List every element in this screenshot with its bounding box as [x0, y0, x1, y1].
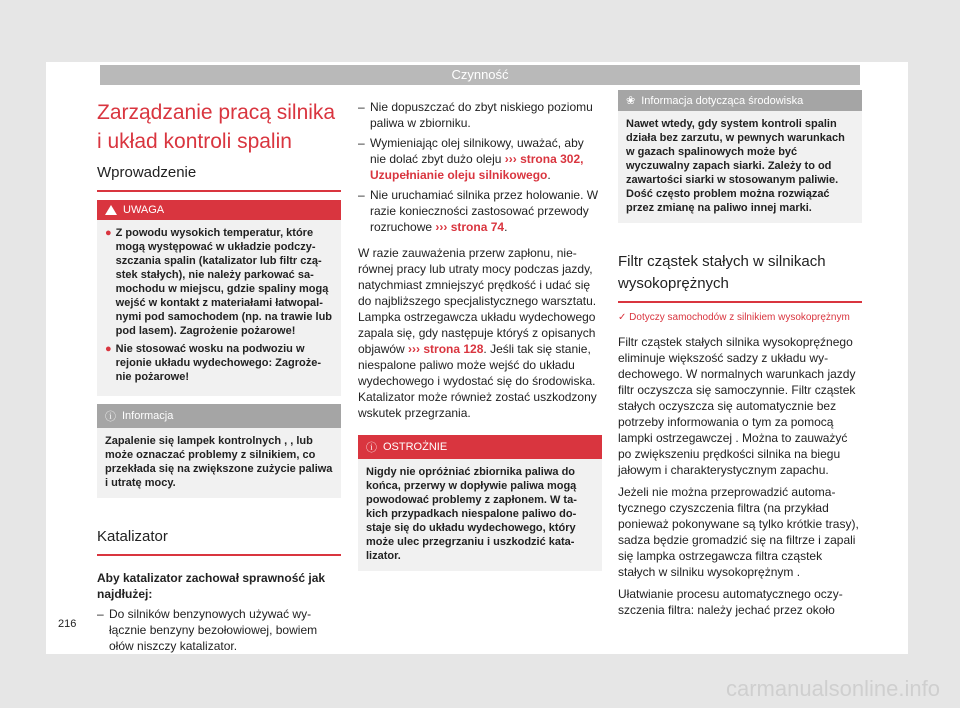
warning-icon: [105, 205, 117, 215]
misfire-paragraph: W razie zauważenia przerw zapłonu, nierównej pracy lub utraty mocy podczas jazdy, natychmiast zmniejszyć prędkość i udać się do najbliższego specjalistycznego warsztatu. Lampka ostrzegawcza układu wydechowego zapala się, gdy następuje któryś z opisanych objawów ››› strona 128. Jeśli tak się stanie, niespalone paliwo może wejść do układu wydechowego i wydostać się do środowiska. Katalizator może również zostać uszkodzony wskutek przegrzania.: [358, 246, 597, 420]
info-label: Informacja: [122, 410, 174, 422]
page-number: 216: [58, 618, 77, 630]
list-item: – Nie dopuszczać do zbyt niskiego poziomu paliwa w zbiorniku.: [358, 99, 602, 131]
list-item: – Wymieniając olej silnikowy, uważać, aby nie dolać zbyt dużo oleju ››› strona 302, Uzupełnianie oleju silnikowego.: [358, 136, 584, 182]
katalizator-heading: Katalizator: [97, 528, 168, 545]
info-body: Zapalenie się lampek kontrolnych , , lub może oznaczać problemy z silnikiem, co przekłada się na zwiększone zużycie paliwa i utratę mocy.: [105, 435, 333, 489]
dpf-paragraph-3: Ułatwianie procesu automatycznego oczyszczenia filtra: należy jechać przez około: [618, 587, 843, 617]
caution-header: [358, 435, 602, 459]
caution-icon: ⓘ: [366, 442, 377, 454]
env-label: Informacja dotycząca środowiska: [641, 94, 804, 107]
bullet-icon: ●: [105, 227, 112, 239]
applies-note: ✓ Dotyczy samochodów z silnikiem wysokoprężnym: [618, 312, 850, 323]
info-icon: ⓘ: [105, 411, 116, 423]
katalizator-intro: Aby katalizator zachował sprawność jak najdłużej:: [97, 571, 326, 601]
kat-item-1: Do silników benzynowych używać wyłącznie benzyny bezołowiowej, bowiem ołów niszczy katalizator.: [109, 607, 318, 653]
intro-heading: Wprowadzenie: [97, 164, 197, 181]
kat-item-2: Nie dopuszczać do zbyt niskiego poziomu paliwa w zbiorniku.: [370, 100, 593, 130]
warning-body: [97, 220, 341, 396]
warning-box: [97, 200, 341, 396]
section-katalizator: [97, 526, 341, 556]
dpf-paragraph-2: Jeżeli nie można przeprowadzić automatycznego czyszczenia filtra (na przykład ponieważ pokonywane są tylko krótkie trasy), sadza będzie gromadzić się na filtrze i zapali się lampka ostrzegawcza filtra cząstek stałych w silniku wysokoprężnym .: [618, 485, 859, 579]
warning-item: [105, 226, 333, 338]
main-title: Zarządzanie pracą silnika i układ kontroli spalin: [97, 101, 336, 153]
env-body: Nawet wtedy, gdy system kontroli spalin działa bez zarzutu, w pewnych warunkach w gazach spalinowych może być wyczuwalny zapach siarki. Zależy to od zawartości siarki w stosowanym paliwie. Dość często problem można rozwiązać przez zmianę na paliwo innej marki.: [626, 118, 845, 214]
caution-label: OSTROŻNIE: [383, 441, 448, 453]
section-intro: [97, 162, 341, 192]
list-item: – Do silników benzynowych używać wyłącznie benzyny bezołowiowej, bowiem ołów niszczy katalizator.: [97, 606, 341, 654]
env-header: [618, 90, 862, 111]
kat-item-4: Nie uruchamiać silnika przez holowanie. W razie konieczności zastosować przewody rozruchowe: [370, 188, 599, 234]
info-box: [97, 404, 341, 498]
dpf-heading: Filtr cząstek stałych w silnikach wysokoprężnych: [618, 253, 826, 292]
link-lamp[interactable]: ››› strona 128: [408, 342, 484, 356]
link-tow[interactable]: ››› strona 74: [435, 220, 505, 234]
caution-box: [358, 435, 602, 571]
warning-label: UWAGA: [123, 204, 165, 216]
dpf-paragraph-1: Filtr cząstek stałych silnika wysokopręźnego eliminuje większość sadzy z układu wydechowego. W normalnych warunkach jazdy filtr oczyszcza się samoczynnie. Filtr cząstek stałych oczyszcza się automatycznie bez potrzeby informowania o tym za pomocą lampki ostrzegawczej . Można to zauważyć po zwiększeniu prędkości silnika na biegu jałowym i charakterystycznym zapachu.: [618, 335, 856, 477]
env-box: [618, 90, 862, 223]
warning-header: [97, 200, 341, 220]
bullet-icon: ●: [105, 343, 112, 355]
page-header: Czynność: [100, 65, 860, 85]
kat-item-3: Wymieniając olej silnikowy, uważać, aby nie dolać zbyt dużo oleju: [370, 136, 584, 166]
column-middle: [358, 95, 602, 571]
watermark: carmanualsonline.info: [725, 676, 940, 701]
column-left: [97, 98, 341, 654]
warning-item: [105, 342, 333, 384]
column-right: [618, 90, 862, 618]
section-dpf: [618, 251, 862, 303]
link-oil[interactable]: ››› strona 302, Uzupełnianie oleju silnikowego: [370, 152, 584, 182]
caution-body: Nigdy nie opróżniać zbiornika paliwa do końca, przerwy w dopływie paliwa mogą powodować problemy z zapłonem. W takich przypadkach niespalone paliwo dostaje się do układu wydechowego, który może ulec przegrzaniu i uszkodzić katalizator.: [366, 466, 577, 562]
list-item: – Nie uruchamiać silnika przez holowanie. W razie konieczności zastosować przewody rozruchowe ››› strona 74.: [358, 188, 599, 234]
leaf-icon: ❀: [626, 95, 636, 107]
warning-text-1: Z powodu wysokich temperatur, które mogą występować w układzie podczyszczania spalin (katalizator lub filtr cząstek stałych), nie należy parkować samochodu w miejscu, gdzie spaliny mogą wejść w kontakt z materiałami łatwopalnymi pod samochodem (np. na trawie lub pod lasem). Zagrożenie pożarowe!: [115, 227, 333, 337]
warning-text-2: Nie stosować wosku na podwoziu w rejonie układu wydechowego: Zagrożenie pożarowe!: [115, 343, 322, 383]
info-header: [97, 404, 341, 428]
